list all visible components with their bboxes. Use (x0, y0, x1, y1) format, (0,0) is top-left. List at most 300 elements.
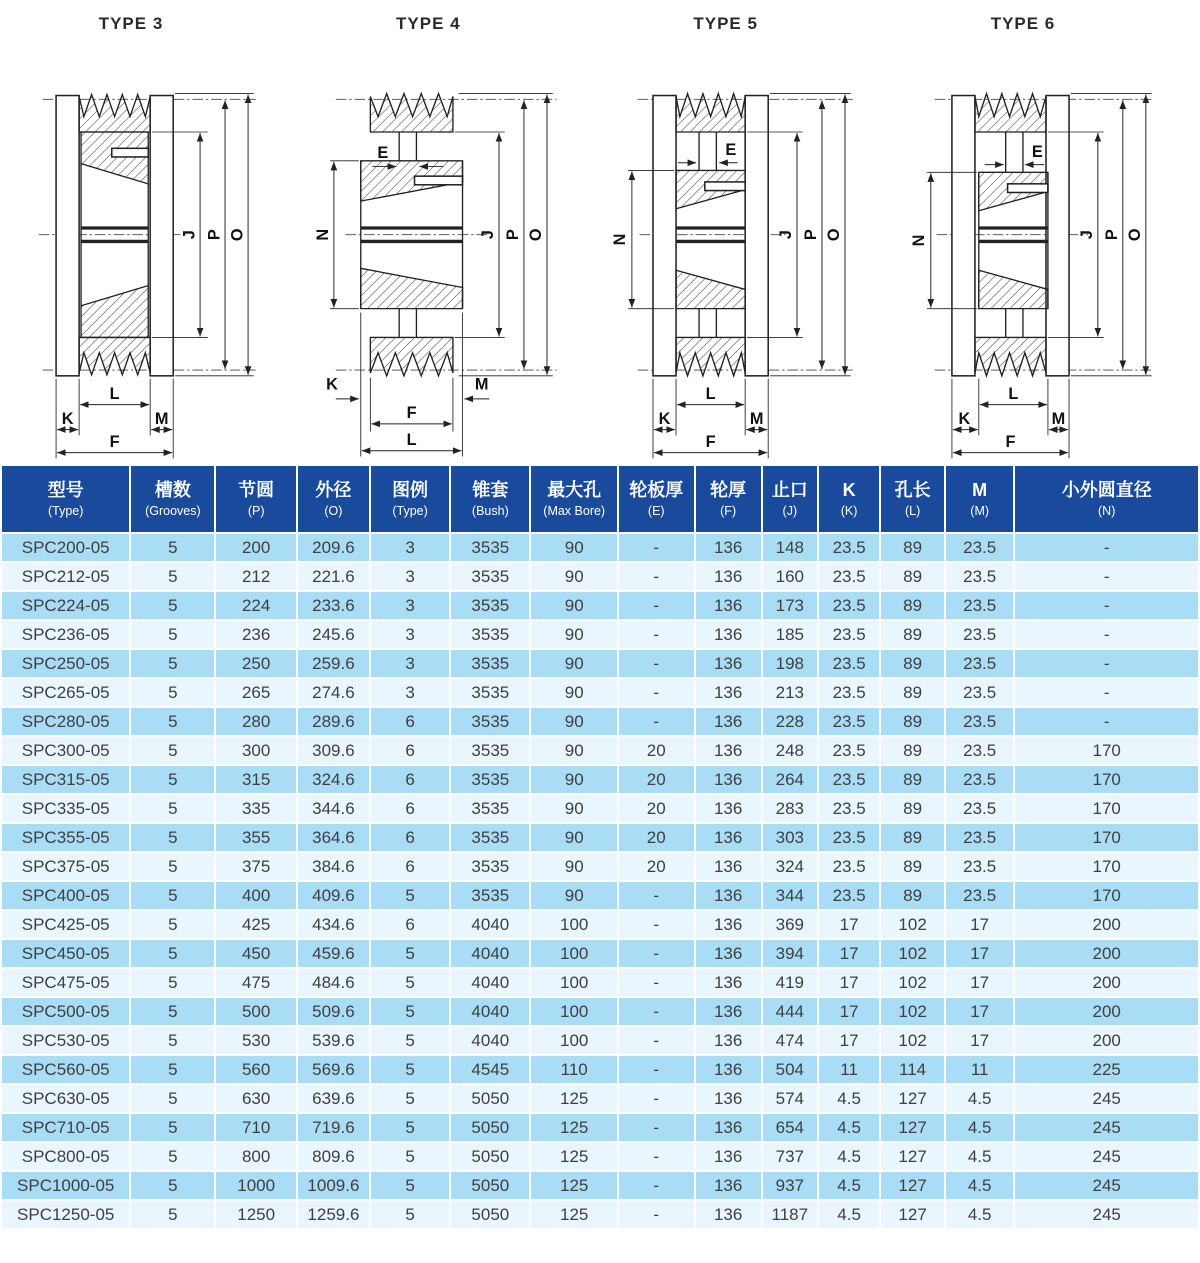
diagram-title: TYPE 5 (693, 14, 758, 33)
cell: 530 (215, 1026, 296, 1055)
cell: 3535 (450, 881, 530, 910)
cell: 23.5 (945, 649, 1014, 678)
col-header-k: K (K) (818, 465, 880, 533)
cell: 459.6 (297, 939, 370, 968)
cell: 3535 (450, 765, 530, 794)
dim-label-o: O (1126, 228, 1145, 242)
cell: SPC315-05 (1, 765, 130, 794)
cell: 17 (945, 910, 1014, 939)
cell: 200 (215, 533, 296, 562)
pulley-drawing-type-4 (307, 36, 595, 468)
dim-label-l: L (1008, 384, 1019, 403)
cell: 5 (370, 1113, 450, 1142)
cell: 560 (215, 1055, 296, 1084)
table-row (1, 533, 1199, 562)
cell: 5 (370, 1200, 450, 1229)
cell: 400 (215, 881, 296, 910)
cell: 569.6 (297, 1055, 370, 1084)
cell: 324 (762, 852, 818, 881)
col-header-type: 型号 (Type) (1, 465, 130, 533)
dim-label-m: M (1051, 409, 1066, 428)
cell: SPC630-05 (1, 1084, 130, 1113)
diagrams-row (0, 0, 1200, 464)
cell: 102 (880, 1026, 945, 1055)
dim-label-o: O (228, 228, 247, 242)
cell: 170 (1014, 794, 1199, 823)
grooves-bottom (79, 337, 150, 374)
cell: 127 (880, 1142, 945, 1171)
col-header-m: M (M) (945, 465, 1014, 533)
cell: 89 (880, 736, 945, 765)
cell: 4545 (450, 1055, 530, 1084)
cell: 89 (880, 620, 945, 649)
cell: 23.5 (945, 707, 1014, 736)
cell: 375 (215, 852, 296, 881)
cell: - (618, 533, 695, 562)
cell: 5 (130, 591, 215, 620)
cell: - (618, 939, 695, 968)
cell: 5 (130, 794, 215, 823)
cell: 17 (818, 997, 880, 1026)
cell: 5050 (450, 1113, 530, 1142)
cell: 5050 (450, 1142, 530, 1171)
cell: 136 (695, 707, 762, 736)
cell: 90 (530, 794, 617, 823)
cell: 5 (370, 881, 450, 910)
cell: 6 (370, 736, 450, 765)
cell: 90 (530, 707, 617, 736)
cell: 574 (762, 1084, 818, 1113)
cell: 335 (215, 794, 296, 823)
cell: 200 (1014, 968, 1199, 997)
cell: 639.6 (297, 1084, 370, 1113)
cell: 23.5 (818, 533, 880, 562)
cell: 23.5 (945, 823, 1014, 852)
cell: - (618, 1084, 695, 1113)
pulley-drawing-type-3 (10, 36, 298, 468)
cell: 6 (370, 707, 450, 736)
cell: 3535 (450, 707, 530, 736)
table-row (1, 939, 1199, 968)
dim-label-l: L (109, 384, 120, 403)
cell: SPC1000-05 (1, 1171, 130, 1200)
keyway (415, 176, 463, 185)
table-row (1, 1026, 1199, 1055)
cell: 200 (1014, 939, 1199, 968)
cell: 309.6 (297, 736, 370, 765)
cell: 136 (695, 736, 762, 765)
spec-table (0, 464, 1200, 1230)
table-row (1, 1055, 1199, 1084)
cell: 20 (618, 794, 695, 823)
cell: 6 (370, 794, 450, 823)
cell: 3 (370, 591, 450, 620)
cell: - (1014, 591, 1199, 620)
dim-label-j: J (776, 230, 795, 240)
cell: 344.6 (297, 794, 370, 823)
dim-label-f: F (1005, 432, 1016, 451)
cell: 5050 (450, 1171, 530, 1200)
cell: - (618, 1113, 695, 1142)
cell: 136 (695, 910, 762, 939)
cell: 136 (695, 968, 762, 997)
cell: 4.5 (818, 1142, 880, 1171)
table-row (1, 794, 1199, 823)
cell: SPC800-05 (1, 1142, 130, 1171)
cell: - (1014, 562, 1199, 591)
dim-label-j: J (180, 230, 199, 240)
cell: 264 (762, 765, 818, 794)
cell: 114 (880, 1055, 945, 1084)
header-row (1, 465, 1199, 533)
cell: 89 (880, 533, 945, 562)
keyway (1008, 184, 1048, 193)
cell: 630 (215, 1084, 296, 1113)
cell: 102 (880, 939, 945, 968)
cell: 11 (818, 1055, 880, 1084)
cell: SPC500-05 (1, 997, 130, 1026)
cell: 5 (130, 910, 215, 939)
cell: 213 (762, 678, 818, 707)
cell: 136 (695, 1171, 762, 1200)
cell: 127 (880, 1084, 945, 1113)
taper-bush-upper (81, 132, 148, 184)
cell: 5 (370, 968, 450, 997)
cell: 245.6 (297, 620, 370, 649)
cell: 444 (762, 997, 818, 1026)
col-header-figure-type: 图例 (Type) (370, 465, 450, 533)
cell: 5 (130, 1200, 215, 1229)
table-row (1, 881, 1199, 910)
col-header-outer-dia: 外径 (O) (297, 465, 370, 533)
cell: 450 (215, 939, 296, 968)
keyway (704, 182, 744, 191)
dim-label-m: M (475, 375, 489, 394)
table-row (1, 968, 1199, 997)
cell: 136 (695, 649, 762, 678)
cell: 89 (880, 678, 945, 707)
dim-label-o: O (824, 228, 843, 242)
taper-bush-lower (979, 270, 1048, 308)
grooves-top (676, 94, 745, 132)
dim-label-e: E (1031, 142, 1043, 161)
cell: 245 (1014, 1084, 1199, 1113)
dim-label-m: M (154, 409, 169, 428)
cell: 136 (695, 620, 762, 649)
taper-bush-lower (676, 270, 745, 308)
col-header-max-bore: 最大孔 (Max Bore) (530, 465, 617, 533)
cell: 654 (762, 1113, 818, 1142)
dimension-lines (314, 94, 553, 457)
centerlines (336, 99, 557, 370)
cell: 5 (130, 1026, 215, 1055)
cell: 90 (530, 533, 617, 562)
table-row (1, 1084, 1199, 1113)
cell: 20 (618, 765, 695, 794)
cell: - (618, 1055, 695, 1084)
cell: 1250 (215, 1200, 296, 1229)
cell: 125 (530, 1200, 617, 1229)
cell: 4040 (450, 1026, 530, 1055)
cell: 225 (1014, 1055, 1199, 1084)
cell: 136 (695, 1055, 762, 1084)
cell: 110 (530, 1055, 617, 1084)
cell: 209.6 (297, 533, 370, 562)
cell: 274.6 (297, 678, 370, 707)
cell: SPC200-05 (1, 533, 130, 562)
dim-label-p: P (801, 229, 820, 241)
cell: 3535 (450, 591, 530, 620)
cell: 5 (130, 736, 215, 765)
cell: - (618, 1026, 695, 1055)
cell: 136 (695, 939, 762, 968)
cell: 89 (880, 707, 945, 736)
cell: 289.6 (297, 707, 370, 736)
cell: SPC710-05 (1, 1113, 130, 1142)
cell: 5 (130, 881, 215, 910)
cell: 127 (880, 1113, 945, 1142)
cell: 303 (762, 823, 818, 852)
cell: 248 (762, 736, 818, 765)
cell: 5 (130, 939, 215, 968)
cell: 3535 (450, 678, 530, 707)
cell: 265 (215, 678, 296, 707)
dimension-lines (910, 94, 1152, 459)
cell: SPC265-05 (1, 678, 130, 707)
cell: 20 (618, 736, 695, 765)
col-header-grooves: 槽数 (Grooves) (130, 465, 215, 533)
cell: 3 (370, 649, 450, 678)
cell: 100 (530, 968, 617, 997)
cell: SPC250-05 (1, 649, 130, 678)
cell: - (618, 620, 695, 649)
cell: 474 (762, 1026, 818, 1055)
table-row (1, 852, 1199, 881)
cell: 475 (215, 968, 296, 997)
cell: - (618, 997, 695, 1026)
cell: 719.6 (297, 1113, 370, 1142)
cell: 5 (130, 997, 215, 1026)
cell: 23.5 (945, 794, 1014, 823)
cell: 800 (215, 1142, 296, 1171)
cell: 5 (130, 823, 215, 852)
cell: 102 (880, 997, 945, 1026)
cell: - (1014, 533, 1199, 562)
cell: 90 (530, 620, 617, 649)
cell: 23.5 (818, 591, 880, 620)
cell: 23.5 (818, 794, 880, 823)
dim-label-l: L (705, 384, 716, 403)
table-row (1, 562, 1199, 591)
cell: 5 (130, 562, 215, 591)
cell: 136 (695, 1084, 762, 1113)
dim-label-n: N (610, 233, 629, 246)
cell: 136 (695, 678, 762, 707)
cell: 425 (215, 910, 296, 939)
cell: 5 (130, 649, 215, 678)
diagram-title: TYPE 6 (990, 14, 1056, 33)
cell: 90 (530, 765, 617, 794)
cell: 504 (762, 1055, 818, 1084)
cell: 710 (215, 1113, 296, 1142)
cell: 5 (370, 1026, 450, 1055)
cell: 23.5 (818, 562, 880, 591)
cell: 90 (530, 649, 617, 678)
cell: 89 (880, 591, 945, 620)
cell: 17 (818, 1026, 880, 1055)
table-row (1, 649, 1199, 678)
cell: 17 (945, 939, 1014, 968)
col-header-bush: 锥套 (Bush) (450, 465, 530, 533)
pulley-body (952, 94, 1069, 376)
dim-label-k: K (326, 375, 339, 394)
dim-label-j: J (1078, 230, 1097, 240)
cell: 1259.6 (297, 1200, 370, 1229)
dim-label-k: K (61, 409, 74, 428)
cell: 5 (130, 852, 215, 881)
cell: - (618, 1142, 695, 1171)
cell: 23.5 (945, 591, 1014, 620)
cell: 17 (945, 997, 1014, 1026)
col-header-e: 轮板厚 (E) (618, 465, 695, 533)
cell: 17 (945, 1026, 1014, 1055)
cell: 5 (370, 1055, 450, 1084)
cell: 136 (695, 562, 762, 591)
cell: 136 (695, 997, 762, 1026)
cell: 315 (215, 765, 296, 794)
cell: 500 (215, 997, 296, 1026)
cell: 4.5 (818, 1171, 880, 1200)
cell: 245 (1014, 1171, 1199, 1200)
dim-label-e: E (724, 141, 736, 160)
cell: 136 (695, 1142, 762, 1171)
cell: 23.5 (945, 881, 1014, 910)
cell: 23.5 (945, 678, 1014, 707)
cell: 17 (818, 910, 880, 939)
cell: 173 (762, 591, 818, 620)
table-row (1, 823, 1199, 852)
cell: 355 (215, 823, 296, 852)
cell: SPC475-05 (1, 968, 130, 997)
table-row (1, 678, 1199, 707)
dim-label-l: L (406, 430, 417, 449)
cell: 100 (530, 910, 617, 939)
cell: 5 (130, 678, 215, 707)
cell: 212 (215, 562, 296, 591)
cell: - (618, 881, 695, 910)
cell: 125 (530, 1084, 617, 1113)
dim-label-p: P (205, 229, 224, 241)
cell: 136 (695, 881, 762, 910)
cell: 125 (530, 1113, 617, 1142)
cell: 170 (1014, 852, 1199, 881)
cell: 5050 (450, 1200, 530, 1229)
cell: 23.5 (818, 852, 880, 881)
cell: 324.6 (297, 765, 370, 794)
cell: 5 (130, 533, 215, 562)
table-row (1, 1113, 1199, 1142)
cell: 245 (1014, 1200, 1199, 1229)
cell: 170 (1014, 736, 1199, 765)
cell: 509.6 (297, 997, 370, 1026)
cell: 3535 (450, 823, 530, 852)
cell: 198 (762, 649, 818, 678)
table-row (1, 765, 1199, 794)
cell: 4.5 (945, 1171, 1014, 1200)
cell: 6 (370, 765, 450, 794)
cell: 11 (945, 1055, 1014, 1084)
dim-label-o: O (527, 228, 546, 242)
cell: 1187 (762, 1200, 818, 1229)
cell: 5 (130, 1142, 215, 1171)
cell: - (618, 649, 695, 678)
cell: 4.5 (818, 1200, 880, 1229)
cell: 5 (370, 1084, 450, 1113)
cell: 245 (1014, 1113, 1199, 1142)
dim-label-k: K (658, 409, 671, 428)
cell: 200 (1014, 910, 1199, 939)
table-row (1, 910, 1199, 939)
grooves-bottom (676, 337, 745, 375)
cell: 90 (530, 736, 617, 765)
cell: 384.6 (297, 852, 370, 881)
grooves-top (79, 95, 150, 132)
cell: 136 (695, 852, 762, 881)
cell: 23.5 (818, 707, 880, 736)
cell: 4040 (450, 997, 530, 1026)
diagram-type-4 (307, 6, 595, 464)
cell: 90 (530, 678, 617, 707)
cell: 185 (762, 620, 818, 649)
cell: 259.6 (297, 649, 370, 678)
cell: 5 (130, 968, 215, 997)
dim-label-k: K (958, 409, 971, 428)
cell: 3535 (450, 533, 530, 562)
dim-label-f: F (705, 432, 716, 451)
cell: 236 (215, 620, 296, 649)
cell: SPC335-05 (1, 794, 130, 823)
cell: 23.5 (945, 765, 1014, 794)
dim-label-n: N (314, 228, 333, 241)
cell: 224 (215, 591, 296, 620)
table-body (1, 533, 1199, 1229)
diagram-type-3 (10, 6, 298, 464)
cell: - (618, 591, 695, 620)
cell: 89 (880, 881, 945, 910)
cell: 3535 (450, 562, 530, 591)
cell: 3 (370, 562, 450, 591)
cell: SPC450-05 (1, 939, 130, 968)
cell: 136 (695, 823, 762, 852)
cell: 539.6 (297, 1026, 370, 1055)
cell: 136 (695, 591, 762, 620)
cell: 102 (880, 968, 945, 997)
cell: SPC236-05 (1, 620, 130, 649)
cell: 23.5 (945, 533, 1014, 562)
cell: 102 (880, 910, 945, 939)
cell: 245 (1014, 1142, 1199, 1171)
cell: - (1014, 678, 1199, 707)
cell: 23.5 (945, 620, 1014, 649)
cell: 23.5 (818, 649, 880, 678)
cell: 3 (370, 620, 450, 649)
cell: 5 (130, 1055, 215, 1084)
cell: 125 (530, 1171, 617, 1200)
cell: 5 (130, 620, 215, 649)
cell: 17 (945, 968, 1014, 997)
cell: 280 (215, 707, 296, 736)
cell: 89 (880, 765, 945, 794)
